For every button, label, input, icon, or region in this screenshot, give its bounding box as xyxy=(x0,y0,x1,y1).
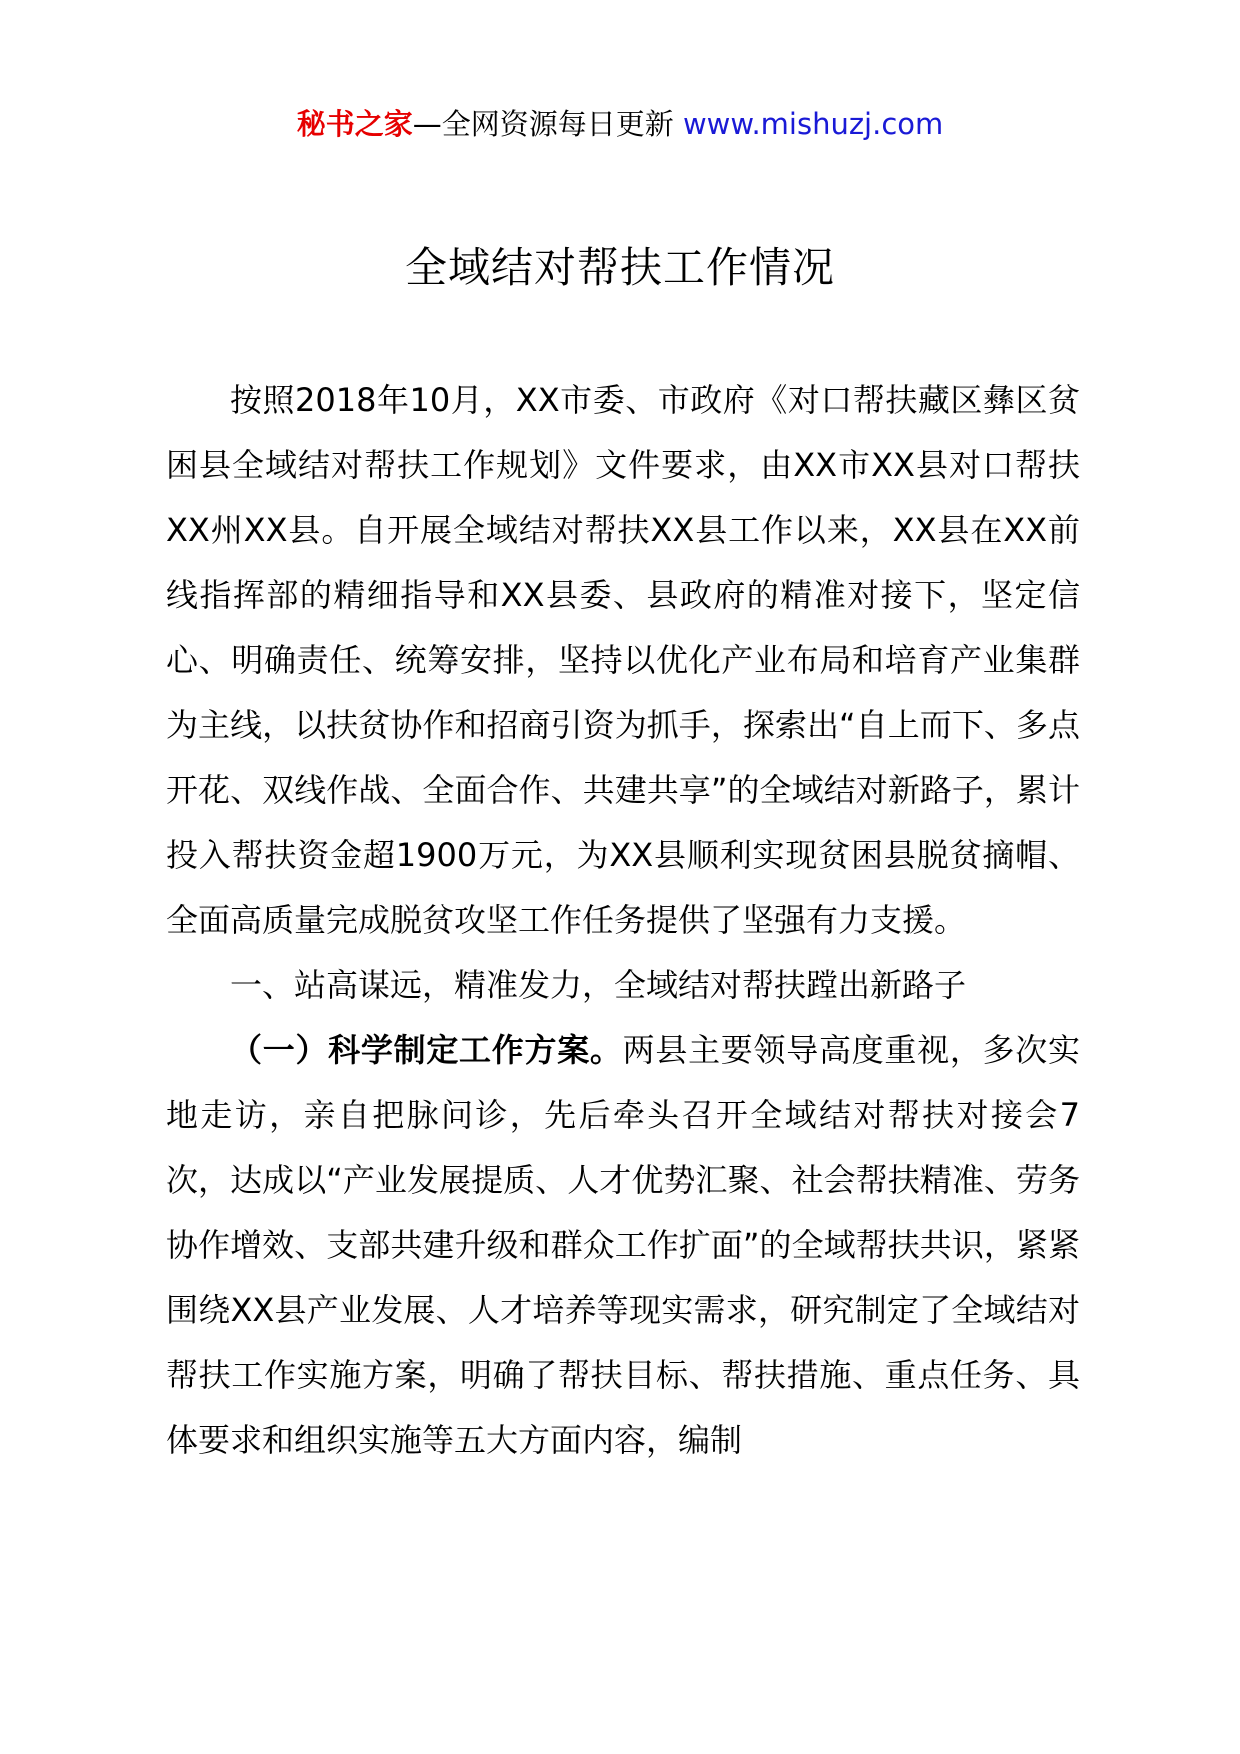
intro-paragraph: 按照2018年10月，XX市委、市政府《对口帮扶藏区彝区贫困县全域结对帮扶工作规划》文件要求，由XX市XX县对口帮扶XX州XX县。自开展全域结对帮扶XX县工作以来，XX县在XX前线指挥部的精细指导和XX县委、县政府的精准对接下，坚定信心、明确责任、统筹安排，坚持以优化产业布局和培育产业集群为主线，以扶贫协作和招商引资为抓手，探索出“自上而下、多点开花、双线作战、全面合作、共建共享”的全域结对新路子，累计投入帮扶资金超1900万元，为XX县顺利实现贫困县脱贫摘帽、全面高质量完成脱贫攻坚工作任务提供了坚强有力支援。 xyxy=(166,381,1080,939)
brand-name: 秘书之家 xyxy=(296,107,413,141)
document-title: 全域结对帮扶工作情况 xyxy=(404,243,835,292)
site-url-link[interactable]: www.mishuzj.com xyxy=(682,107,944,141)
subsection-text: 两县主要领导高度重视，多次实地走访，亲自把脉问诊，先后牵头召开全域结对帮扶对接会7次，达成以“产业发展提质、人才优势汇聚、社会帮扶精准、劳务协作增效、支部共建升级和群众工作扩面”的全域帮扶共识，紧紧围绕XX县产业发展、人才培养等现实需求，研究制定了全域结对帮扶工作实施方案，明确了帮扶目标、帮扶措施、重点任务、具体要求和组织实施等五大方面内容，编制 xyxy=(166,1031,1080,1459)
subsection-paragraph xyxy=(166,1018,1080,1473)
site-header xyxy=(0,104,1240,144)
header-tagline: —全网资源每日更新 xyxy=(412,107,683,141)
subsection-lead: （一）科学制定工作方案。 xyxy=(230,1031,623,1069)
section-heading: 一、站高谋远，精准发力，全域结对帮扶蹚出新路子 xyxy=(230,966,967,1004)
document-body xyxy=(166,368,1080,1473)
